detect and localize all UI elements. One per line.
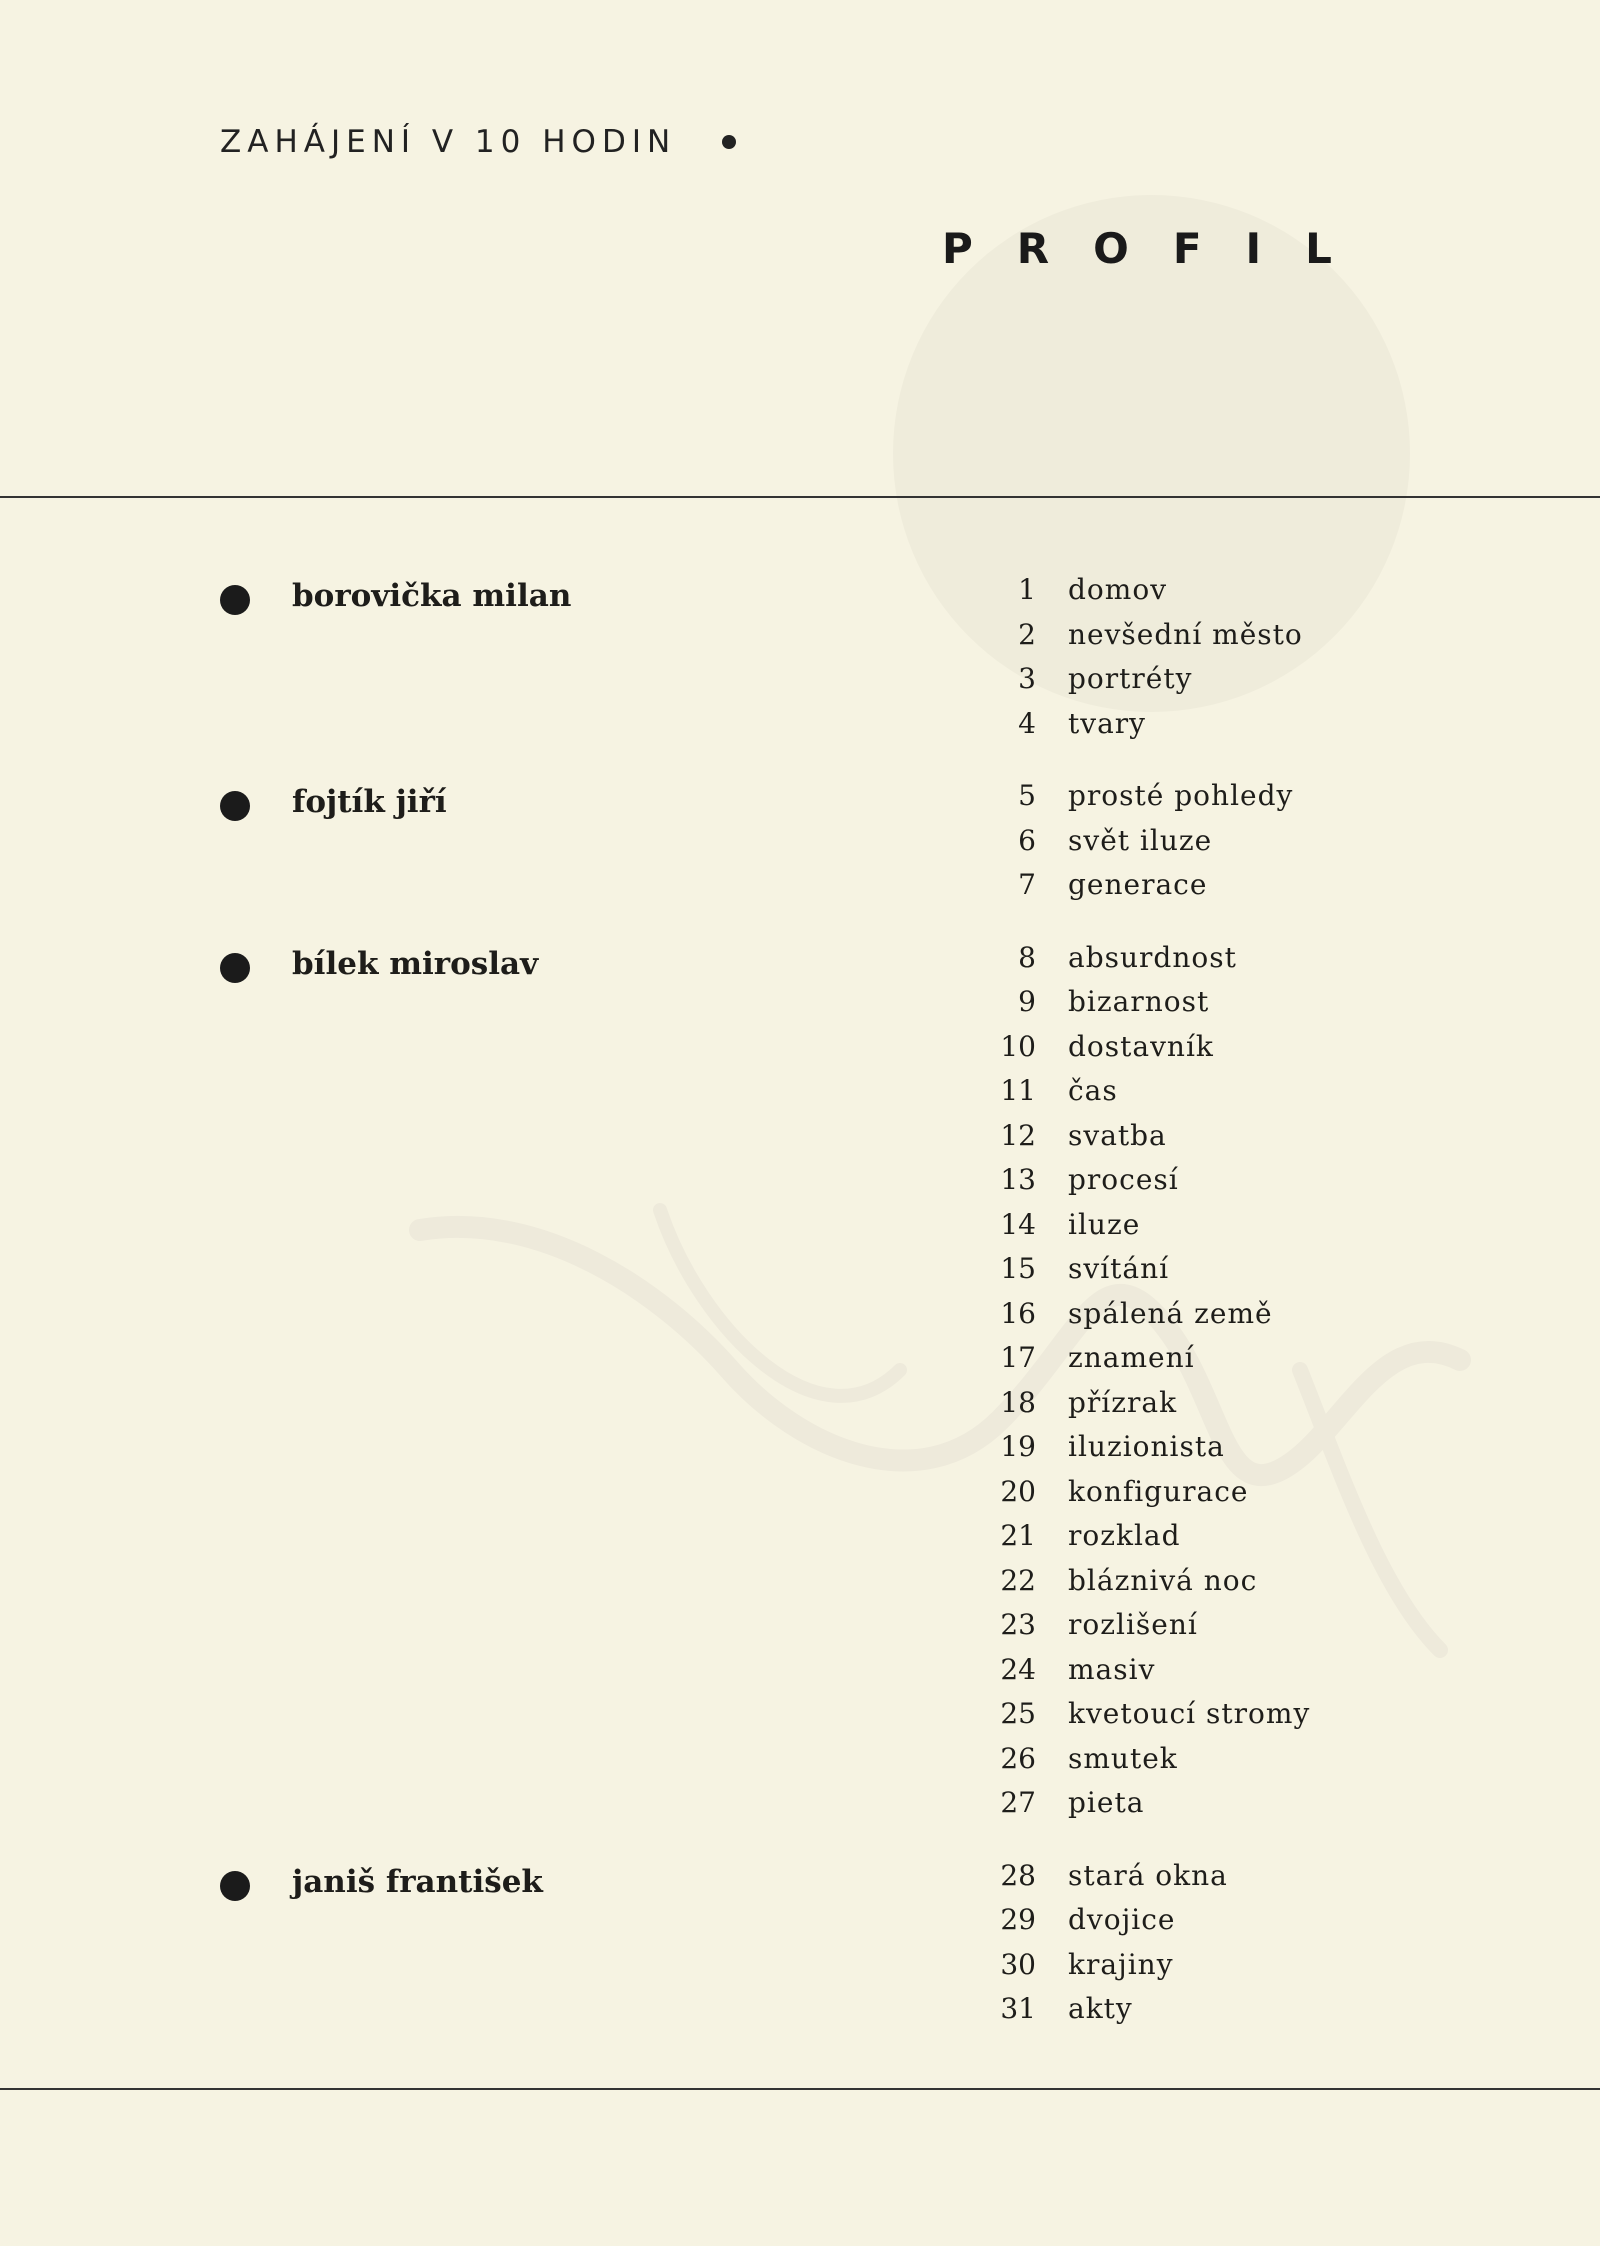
work-title: čas	[1068, 1074, 1118, 1107]
work-title: rozlišení	[1068, 1608, 1198, 1641]
work-title: rozklad	[1068, 1519, 1181, 1552]
work-number: 21	[1000, 1519, 1036, 1552]
work-title: smutek	[1068, 1741, 1178, 1775]
work-title: iluzionista	[1068, 1430, 1225, 1463]
work-title: spálená země	[1068, 1296, 1273, 1330]
bullet-icon	[220, 791, 250, 821]
work-number: 27	[1000, 1786, 1036, 1819]
work-title: svět iluze	[1068, 823, 1213, 857]
work-number: 28	[1000, 1858, 1036, 1892]
work-number: 19	[1000, 1430, 1036, 1463]
artist-name: fojtík jiří	[292, 784, 447, 820]
work-title: dvojice	[1068, 1903, 1176, 1936]
top-divider	[0, 496, 1600, 498]
bottom-divider	[0, 2088, 1600, 2090]
work-number: 14	[1000, 1207, 1036, 1241]
work-number: 24	[1000, 1652, 1036, 1686]
bullet-icon	[220, 585, 250, 615]
work-number: 6	[1018, 823, 1036, 857]
work-number: 5	[1018, 779, 1036, 812]
work-title: generace	[1068, 868, 1208, 901]
work-number: 22	[1000, 1563, 1036, 1597]
work-title: pieta	[1068, 1786, 1145, 1819]
bleed-through-signature	[400, 1170, 1500, 1710]
work-title: absurdnost	[1068, 940, 1237, 974]
work-title: procesí	[1068, 1163, 1179, 1196]
work-title: přízrak	[1068, 1385, 1178, 1419]
work-title: prosté pohledy	[1068, 779, 1294, 812]
work-number: 2	[1018, 617, 1036, 651]
work-number: 26	[1000, 1741, 1036, 1775]
work-number: 30	[1000, 1947, 1036, 1981]
work-number: 3	[1018, 662, 1036, 695]
work-title: krajiny	[1068, 1947, 1174, 1981]
work-number: 25	[1000, 1697, 1036, 1730]
artist-name: bílek miroslav	[292, 945, 539, 982]
work-title: dostavník	[1068, 1029, 1214, 1063]
bullet-icon	[220, 1871, 250, 1901]
work-number: 10	[1000, 1029, 1036, 1063]
work-number: 18	[1000, 1385, 1036, 1419]
work-title: svítání	[1068, 1252, 1170, 1285]
work-number: 1	[1018, 573, 1036, 606]
work-number: 13	[1000, 1163, 1036, 1196]
work-title: stará okna	[1068, 1858, 1228, 1892]
work-number: 16	[1000, 1296, 1036, 1330]
work-title: kvetoucí stromy	[1068, 1697, 1311, 1730]
work-number: 23	[1000, 1608, 1036, 1641]
opening-time-text: ZAHÁJENÍ V 10 HODIN	[220, 124, 677, 160]
work-number: 8	[1018, 940, 1036, 974]
work-number: 20	[1000, 1474, 1036, 1508]
artist-name: borovička milan	[292, 578, 572, 614]
header-bullet-icon	[722, 135, 736, 149]
work-number: 4	[1018, 706, 1036, 740]
work-title: bizarnost	[1068, 985, 1210, 1018]
work-title: znamení	[1068, 1341, 1195, 1374]
work-number: 9	[1018, 985, 1036, 1018]
work-title: portréty	[1068, 662, 1193, 695]
work-title: nevšední město	[1068, 617, 1303, 651]
work-title: svatba	[1068, 1118, 1167, 1152]
work-title: konfigurace	[1068, 1474, 1249, 1508]
exhibition-title: PROFIL	[942, 224, 1376, 273]
work-title: domov	[1068, 573, 1168, 606]
bullet-icon	[220, 953, 250, 983]
work-number: 17	[1000, 1341, 1036, 1374]
work-title: tvary	[1068, 706, 1146, 740]
artist-name: janiš františek	[292, 1863, 543, 1900]
work-number: 7	[1018, 868, 1036, 901]
work-title: bláznivá noc	[1068, 1563, 1258, 1597]
work-number: 29	[1000, 1903, 1036, 1936]
work-title: akty	[1068, 1992, 1133, 2025]
work-number: 11	[1000, 1074, 1036, 1107]
work-title: iluze	[1068, 1207, 1141, 1241]
work-number: 31	[1000, 1992, 1036, 2025]
work-title: masiv	[1068, 1652, 1156, 1686]
work-number: 12	[1000, 1118, 1036, 1152]
work-number: 15	[1000, 1252, 1036, 1285]
